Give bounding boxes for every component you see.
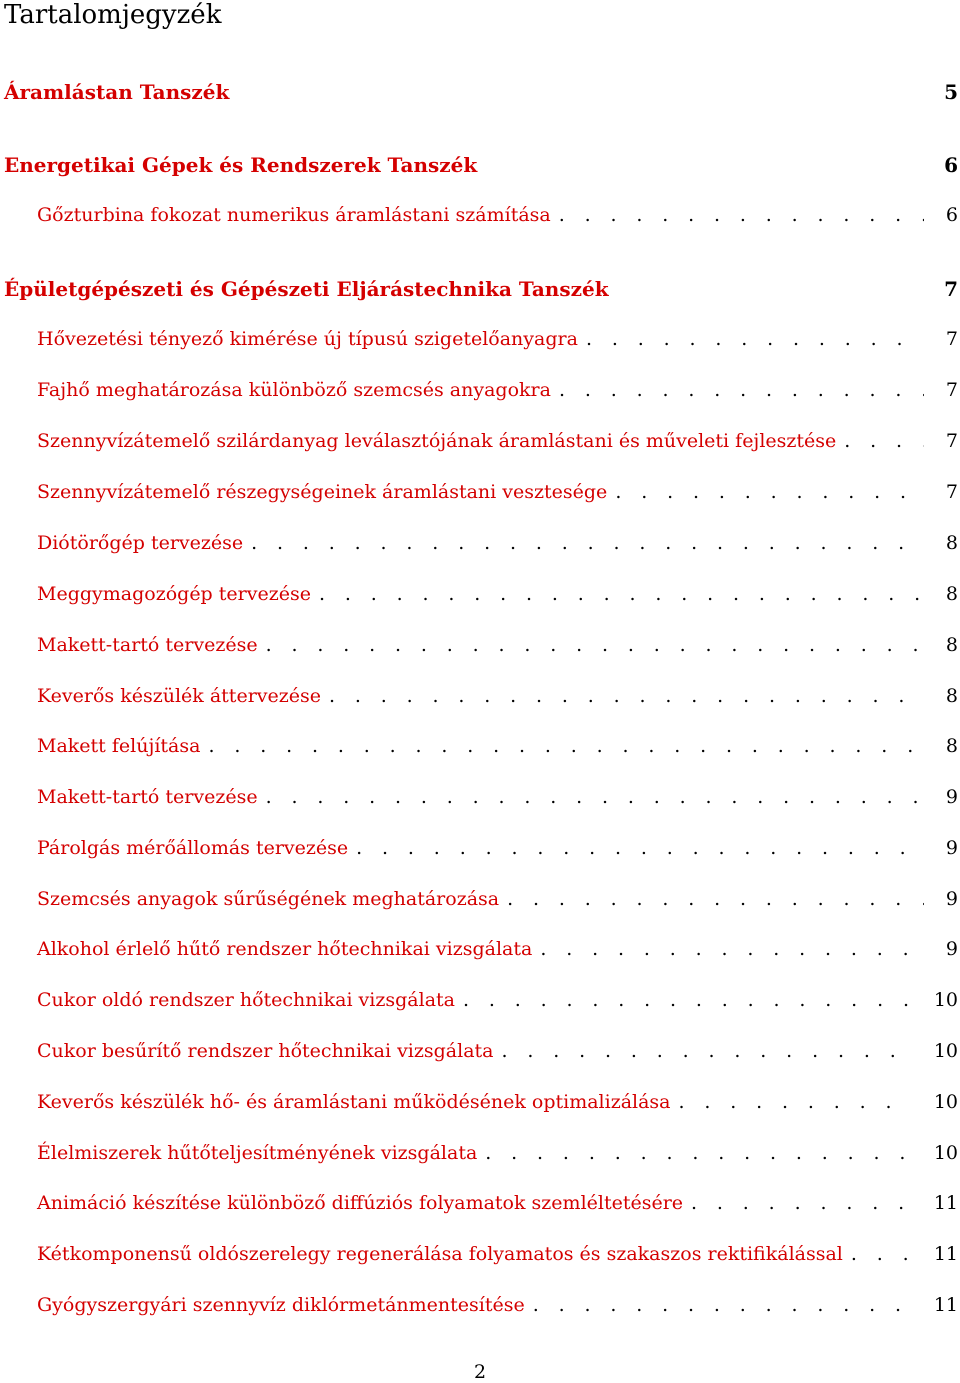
dot-leader [329, 685, 924, 707]
toc-page-number: 10 [933, 1040, 958, 1062]
toc-entry[interactable] [37, 1091, 958, 1113]
toc-page-number: 10 [933, 989, 958, 1011]
toc-page-number: 8 [945, 634, 958, 656]
toc-page-number: 9 [945, 888, 958, 910]
toc-entry-link[interactable]: Makett felújítása [37, 735, 201, 757]
toc-entry[interactable] [37, 583, 958, 605]
dot-leader [586, 328, 924, 350]
toc-heading: Tartalomjegyzék [4, 0, 222, 30]
toc-entry[interactable] [37, 532, 958, 554]
toc-section-link[interactable]: Energetikai Gépek és Rendszerek Tanszék [4, 153, 478, 177]
toc-page-number: 9 [945, 786, 958, 808]
toc-entry-link[interactable]: Keverős készülék áttervezése [37, 685, 321, 707]
toc-page-number: 7 [945, 430, 958, 452]
toc-entry[interactable] [37, 1040, 958, 1062]
dot-leader [691, 1192, 912, 1214]
dot-leader [266, 786, 924, 808]
toc-entry-link[interactable]: Makett-tartó tervezése [37, 634, 258, 656]
toc-page-number: 9 [945, 837, 958, 859]
toc-entry[interactable] [37, 204, 958, 226]
dot-leader [844, 430, 924, 452]
toc-entry[interactable] [37, 1192, 958, 1214]
toc-page-number: 8 [945, 735, 958, 757]
dot-leader [615, 481, 924, 503]
toc-entry-link[interactable]: Makett-tartó tervezése [37, 786, 258, 808]
toc-page-number: 10 [933, 1091, 958, 1113]
toc-entry-link[interactable]: Alkohol érlelő hűtő rendszer hőtechnikai vizsgálata [37, 938, 533, 960]
toc-entry-link[interactable]: Hővezetési tényező kimérése új típusú szigetelőanyagra [37, 328, 578, 350]
toc-entry[interactable] [37, 888, 958, 910]
toc-entry-link[interactable]: Kétkomponensű oldószerelegy regenerálása folyamatos és szakaszos rektifikálással [37, 1243, 843, 1265]
toc-entry-link[interactable]: Gyógyszergyári szennyvíz diklórmetánmentesítése [37, 1294, 525, 1316]
dot-leader [559, 379, 924, 401]
toc-entry[interactable] [37, 634, 958, 656]
toc-page-number: 8 [945, 583, 958, 605]
toc-page-number: 11 [933, 1192, 958, 1214]
toc-entry-link[interactable]: Cukor oldó rendszer hőtechnikai vizsgálata [37, 989, 455, 1011]
toc-entry-link[interactable]: Szemcsés anyagok sűrűségének meghatározása [37, 888, 500, 910]
toc-entry[interactable] [37, 1243, 958, 1265]
toc-entry-link[interactable]: Párolgás mérőállomás tervezése [37, 837, 349, 859]
toc-entry-link[interactable]: Szennyvízátemelő szilárdanyag leválasztójának áramlástani és műveleti fejlesztése [37, 430, 837, 452]
toc-page-number: 10 [933, 1142, 958, 1164]
toc-page-number: 8 [945, 685, 958, 707]
toc-entry[interactable] [37, 379, 958, 401]
toc-page-number: 8 [945, 532, 958, 554]
toc-page-number: 11 [933, 1243, 958, 1265]
toc-section[interactable] [4, 153, 958, 177]
toc-entry[interactable] [37, 735, 958, 757]
toc-section[interactable] [4, 80, 958, 104]
toc-entry[interactable] [37, 938, 958, 960]
toc-page-number: 7 [944, 277, 958, 301]
dot-leader [356, 837, 924, 859]
dot-leader [502, 1040, 912, 1062]
toc-entry[interactable] [37, 989, 958, 1011]
toc-entry[interactable] [37, 430, 958, 452]
toc-entry-link[interactable]: Keverős készülék hő- és áramlástani működésének optimalizálása [37, 1091, 671, 1113]
toc-section-link[interactable]: Áramlástan Tanszék [4, 80, 230, 104]
toc-page-number: 6 [944, 153, 958, 177]
toc-entry[interactable] [37, 328, 958, 350]
toc-entry-link[interactable]: Diótörőgép tervezése [37, 532, 244, 554]
toc-entry-link[interactable]: Élelmiszerek hűtőteljesítményének vizsgálata [37, 1142, 478, 1164]
dot-leader [533, 1294, 912, 1316]
toc-section[interactable] [4, 277, 958, 301]
toc-entry-link[interactable]: Meggymagozógép tervezése [37, 583, 311, 605]
toc-page-number: 6 [945, 204, 958, 226]
toc-entry[interactable] [37, 1294, 958, 1316]
dot-leader [851, 1243, 912, 1265]
toc-entry[interactable] [37, 786, 958, 808]
toc-page-number: 9 [945, 938, 958, 960]
toc-entry[interactable] [37, 685, 958, 707]
dot-leader [679, 1091, 912, 1113]
dot-leader [485, 1142, 912, 1164]
dot-leader [540, 938, 924, 960]
page-number: 2 [473, 1361, 487, 1383]
dot-leader [208, 735, 923, 757]
dot-leader [266, 634, 924, 656]
toc-page-number: 5 [944, 80, 958, 104]
dot-leader [319, 583, 924, 605]
toc-entry[interactable] [37, 837, 958, 859]
dot-leader [251, 532, 924, 554]
toc-entry-link[interactable]: Szennyvízátemelő részegységeinek áramlástani vesztesége [37, 481, 608, 503]
toc-entry[interactable] [37, 1142, 958, 1164]
dot-leader [507, 888, 924, 910]
toc-entry-link[interactable]: Gőzturbina fokozat numerikus áramlástani számítása [37, 204, 551, 226]
toc-page-number: 7 [945, 328, 958, 350]
toc-page-number: 11 [933, 1294, 958, 1316]
toc-section-link[interactable]: Épületgépészeti és Gépészeti Eljárástechnika Tanszék [4, 277, 609, 301]
toc-entry[interactable] [37, 481, 958, 503]
dot-leader [463, 989, 912, 1011]
toc-entry-link[interactable]: Cukor besűrítő rendszer hőtechnikai vizsgálata [37, 1040, 494, 1062]
toc-page-number: 7 [945, 379, 958, 401]
toc-entry-link[interactable]: Animáció készítése különböző diffúziós folyamatok szemléltetésére [37, 1192, 684, 1214]
toc-entry-link[interactable]: Fajhő meghatározása különböző szemcsés anyagokra [37, 379, 551, 401]
toc-page-number: 7 [945, 481, 958, 503]
dot-leader [559, 204, 924, 226]
